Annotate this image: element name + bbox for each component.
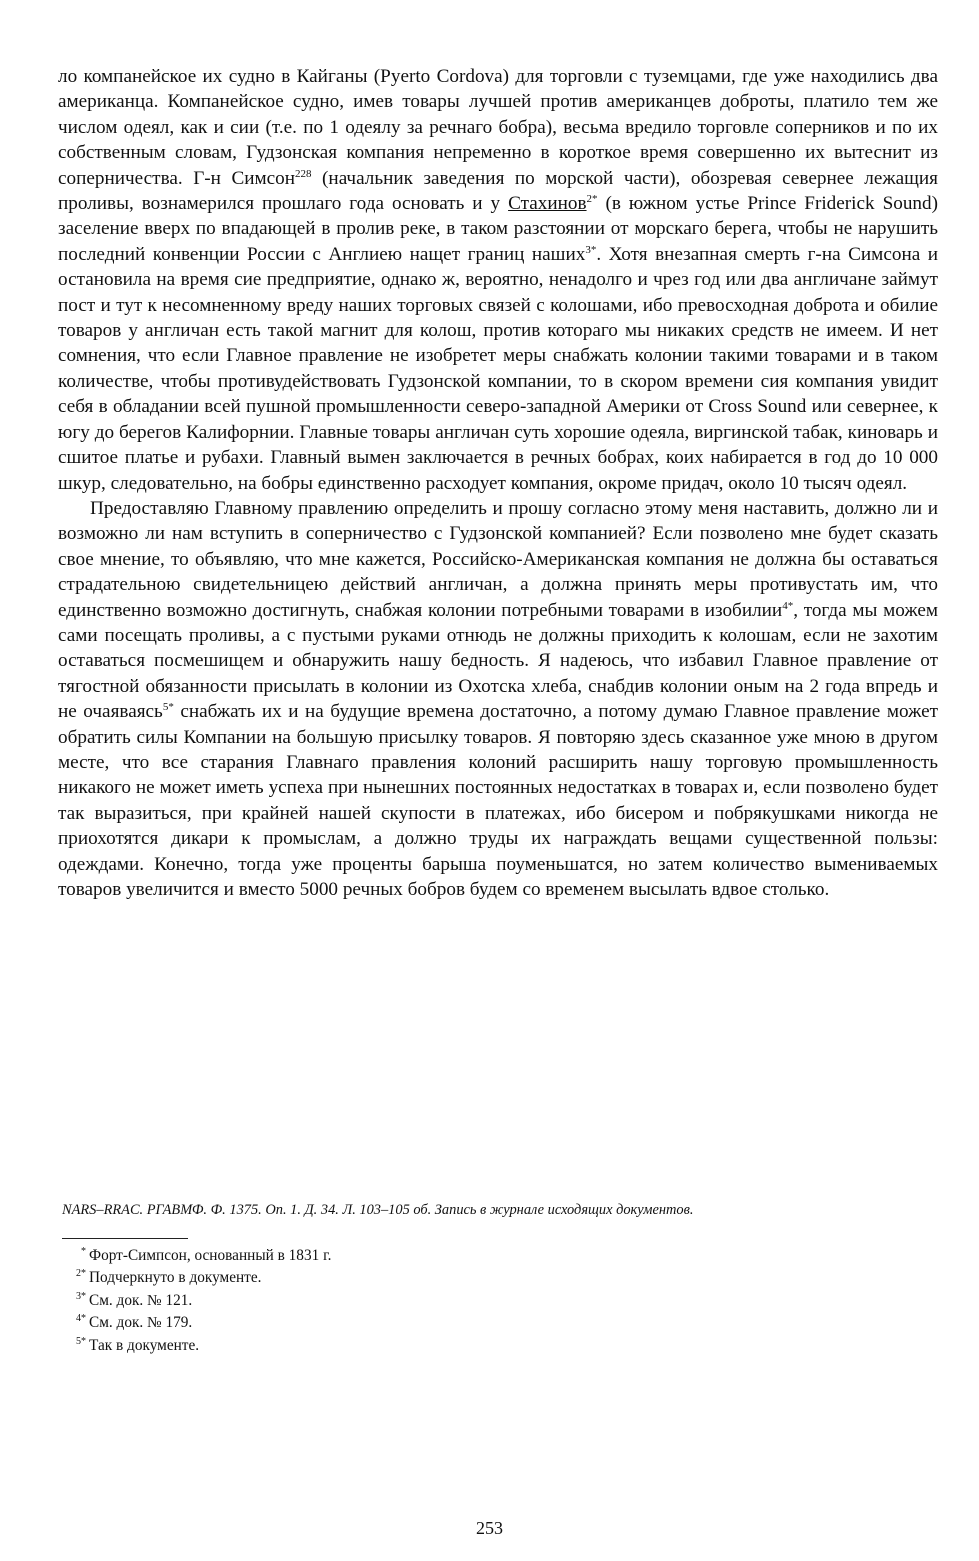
footnote-mark: 5* [76,1335,86,1347]
paragraph-1 [58,64,938,496]
footnote-ref-3: 3* [585,243,597,256]
footnote [62,1245,662,1267]
footnote [62,1335,662,1357]
footnote-mark: 3* [76,1290,86,1302]
archival-source-note: NARS–RRAC. РГАВМФ. Ф. 1375. Оп. 1. Д. 34. Л. 103–105 об. Запись в журнале исходящих документов. [62,1202,694,1218]
footnote-text: Форт-Симпсон, основанный в 1831 г. [89,1247,332,1264]
paragraph-1-text-c: (в южном устье Prince Friderick Sound) заселение вверх по впадающей в пролив реке, в таком разстоянии от морскаго берега, чтобы не нарушить последний конвенции России с Англиею нащет границ наших [58,193,939,265]
footnote-ref-5: 5* [162,701,174,714]
footnote [62,1290,662,1312]
paragraph-1-text-d: . Хотя внезапная смерть г-на Симсона и остановила на время сие предприятие, однако ж, вероятно, ненадолго и чрез год или два англичане займут пост и тут к несомненному вреду наших торговых связей с колошами, ибо превосходная доброта и обилие товаров у англичан есть такой магнит для колош, против котораго мы никаких средств не имеем. И нет сомнения, что если Главное правление не изобретет меры снабжать колонии такими товарами и в таком количестве, чтобы противудействовать Гудзонской компании, то в скором времени сия компания увидит себя в обладании всей пушной промышленности северо-западной Америки от Cross Sound или севернее, к югу до берегов Калифорнии. Главные товары англичан суть хорошие одеяла, виргинской табак, киноварь и сшитое платье и рубахи. Главный вымен заключается в речных бобрах, коих набирается в год до 10 000 шкур, следовательно, на бобры единственно расходует компания, окроме придач, около 10 тысяч одеял. [58,243,939,494]
footnote-mark: 2* [76,1268,86,1280]
footnote-mark: 4* [76,1313,86,1325]
paragraph-2-text-a: Предоставляю Главному правлению определить и прошу согласно этому меня наставить, должно ли и возможно ли нам вступить в соперничество с Гудзонской компанией? Если позволено мне будет сказать свое мнение, то объявляю, что мне кажется, Российско-Американская компания не должна бы оставаться страдательною свидетельницею действий англичан, а должна принять меры противустать им, что единственно возможно достигнуть, снабжая колонии потребными товарами в изобилии [58,497,938,621]
paragraph-2 [58,496,938,903]
paragraph-1-text-b: (начальник заведения по морской части), обозревая севернее лежащия проливы, вознамерился прошлаго года основать и у [58,167,938,215]
paragraph-1-text-a: ло компанейское их судно в Кайганы (Pyerto Cordova) для торговли с туземцами, где уже находились два американца. Компанейское судно, имев товары лучшей против американцев доброты, платило тем же числом одеял, как и сии (т.е. по 1 одеялу за речнаго бобра), весьма вредило торговле соперников и по их собственным словам, Гудзонская компания непременно в короткое время совершенно их вытеснит из соперничества. Г-н Симсон [58,66,938,189]
footnotes [62,1245,662,1357]
footnote-mark: * [81,1246,86,1257]
footnote [62,1267,662,1289]
underlined-word: Стахинов [508,193,587,215]
footnote-ref-228: 228 [295,167,312,180]
footnote-text: См. док. № 179. [89,1314,193,1332]
footnote-text: Так в документе. [89,1336,200,1354]
page-number: 253 [476,1518,503,1538]
paragraph-2-text-c: снабжать их и на будущие времена достаточно, а потому думаю Главное правление может обратить силы Компании на большую присылку товаров. Я повторяю здесь сказанное уже мною в другом месте, что все старания Главнаго правления колоний расширить нашу торговую промышленность никакого не может иметь успеха при нынешних постоянных недостатках в товарах и, если позволено будет так выразиться, при крайней нашей скупости в платежах, ибо бисером и побрякушками никогда не приохотятся дикари к промыслам, а должно труды их награждать вещами существенной пользы: одеждами. Конечно, тогда уже проценты барыша поуменьшатся, но затем количество вымениваемых товаров увеличится и вместо 5000 речных бобров будем со временем высылать вдвое столько. [58,701,938,900]
footnote [62,1312,662,1334]
footnote-divider [62,1238,188,1239]
footnote-ref-4: 4* [782,599,794,612]
main-text [58,64,938,902]
paragraph-2-text-b: , тогда мы можем сами посещать проливы, а с пустыми руками отнюдь не должны приходить к колошам, если не захотим оставаться посмешищем и обнаружить нашу бедность. Я надеюсь, что избавил Главное правление от тягостной обязанности присылать в колонии из Охотска хлеба, снабдив колонии оным на 2 года впредь и не очаяваясь [58,599,938,723]
footnote-ref-2: 2* [586,193,598,206]
footnote-text: См. док. № 121. [89,1291,193,1309]
footnote-text: Подчеркнуто в документе. [89,1269,262,1287]
